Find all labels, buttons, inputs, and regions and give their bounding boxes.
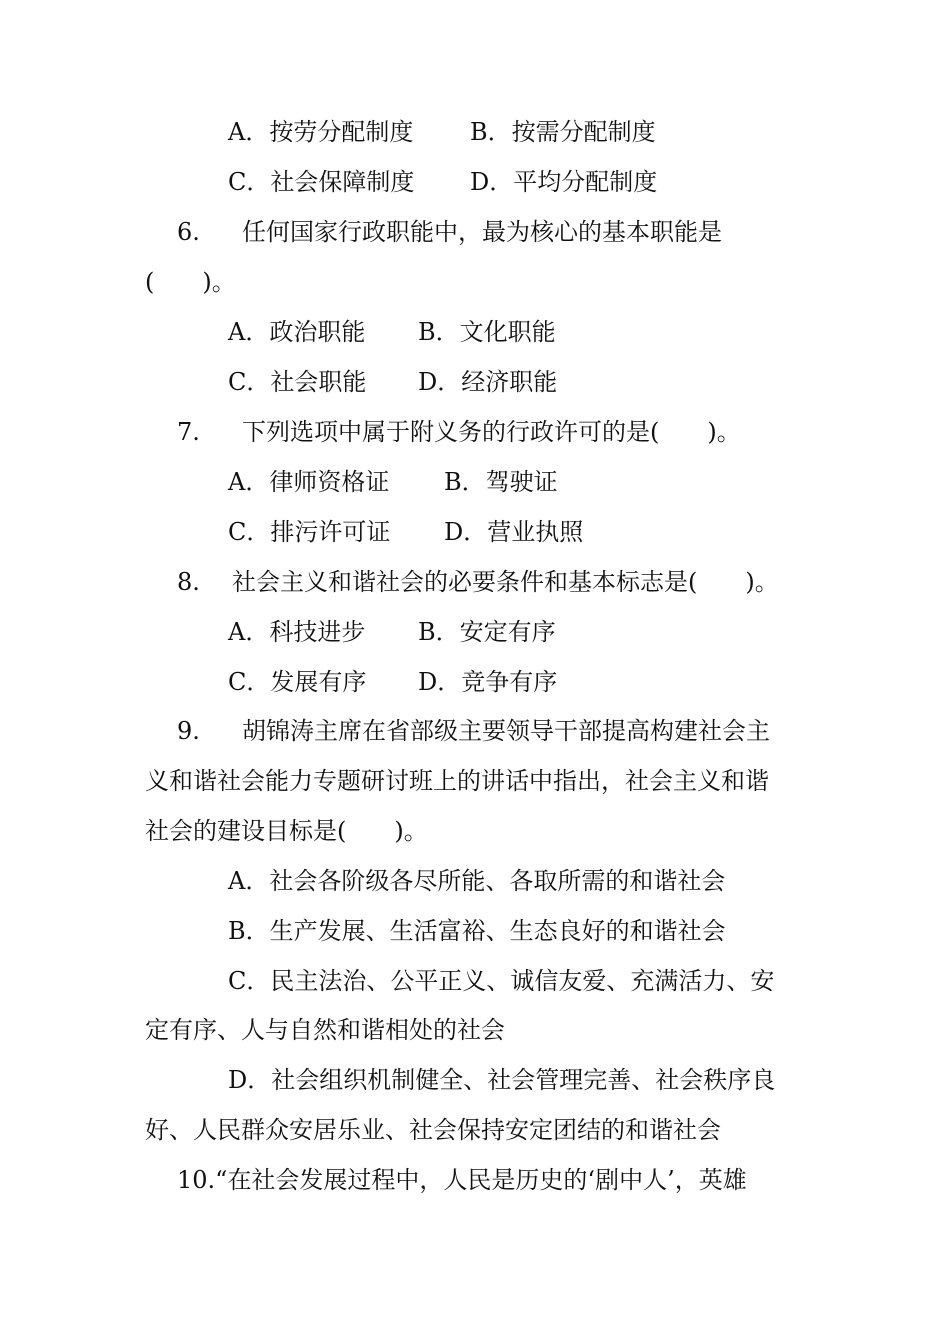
q5-option-d: D．平均分配制度 — [470, 168, 658, 196]
q5-option-a: A．按劳分配制度 — [228, 118, 414, 146]
q6-number: 6. — [177, 218, 200, 246]
q8-options-row-1 — [228, 617, 556, 647]
q8-text: 社会主义和谐社会的必要条件和基本标志是( )。 — [232, 568, 779, 596]
q7-option-d: D．营业执照 — [444, 518, 584, 546]
q6-option-c: C．社会职能 — [228, 368, 367, 396]
q7-stem — [177, 417, 741, 447]
q9-option-b: B．生产发展、生活富裕、生态良好的和谐社会 — [228, 917, 726, 945]
q6-text: 任何国家行政职能中，最为核心的基本职能是 — [242, 218, 722, 246]
q7-options-row-2 — [228, 517, 583, 547]
q6-options-row-2 — [228, 367, 557, 397]
q9-option-c-line-1: C．民主法治、公平正义、诚信友爱、充满活力、安 — [228, 967, 775, 995]
q8-option-b: B．安定有序 — [418, 618, 556, 646]
q9-option-c-line-2: 定有序、人与自然和谐相处的社会 — [145, 1016, 505, 1044]
q6-option-a: A．政治职能 — [228, 318, 366, 346]
q5-option-c: C．社会保障制度 — [228, 168, 415, 196]
q7-text: 下列选项中属于附义务的行政许可的是( )。 — [242, 418, 741, 446]
q6-blank: ( )。 — [145, 268, 236, 296]
q9-stem-line-1 — [177, 716, 770, 746]
q9-option-d-line-2: 好、人民群众安居乐业、社会保持安定团结的和谐社会 — [145, 1116, 721, 1144]
q9-stem-line-2: 义和谐社会能力专题研讨班上的讲话中指出，社会主义和谐 — [145, 767, 769, 795]
q5-option-b: B．按需分配制度 — [470, 118, 656, 146]
q8-option-a: A．科技进步 — [228, 618, 366, 646]
q7-number: 7. — [177, 418, 200, 446]
q8-option-d: D．竞争有序 — [418, 668, 558, 696]
q7-option-a: A．律师资格证 — [228, 468, 390, 496]
q9-number: 9. — [177, 717, 200, 745]
q9-option-d-line-1: D．社会组织机制健全、社会管理完善、社会秩序良 — [228, 1066, 776, 1094]
q5-options-row-2 — [228, 167, 657, 197]
q9-option-a: A．社会各阶级各尽所能、各取所需的和谐社会 — [228, 867, 726, 895]
q6-options-row-1 — [228, 317, 556, 347]
q8-number: 8. — [177, 568, 200, 596]
q7-option-c: C．排污许可证 — [228, 518, 391, 546]
q8-option-c: C．发展有序 — [228, 668, 367, 696]
q6-option-d: D．经济职能 — [418, 368, 558, 396]
q5-options-row-1 — [228, 117, 656, 147]
q8-stem — [177, 567, 779, 597]
q9-text-line-1: 胡锦涛主席在省部级主要领导干部提高构建社会主 — [242, 717, 770, 745]
q7-option-b: B．驾驶证 — [444, 468, 558, 496]
q7-options-row-1 — [228, 467, 558, 497]
q8-options-row-2 — [228, 667, 557, 697]
q10-stem-line-1: 10.“在社会发展过程中，人民是历史的‘剧中人’，英雄 — [177, 1166, 747, 1194]
q9-stem-line-3: 社会的建设目标是( )。 — [145, 817, 428, 845]
q6-stem — [177, 217, 722, 247]
q6-option-b: B．文化职能 — [418, 318, 556, 346]
